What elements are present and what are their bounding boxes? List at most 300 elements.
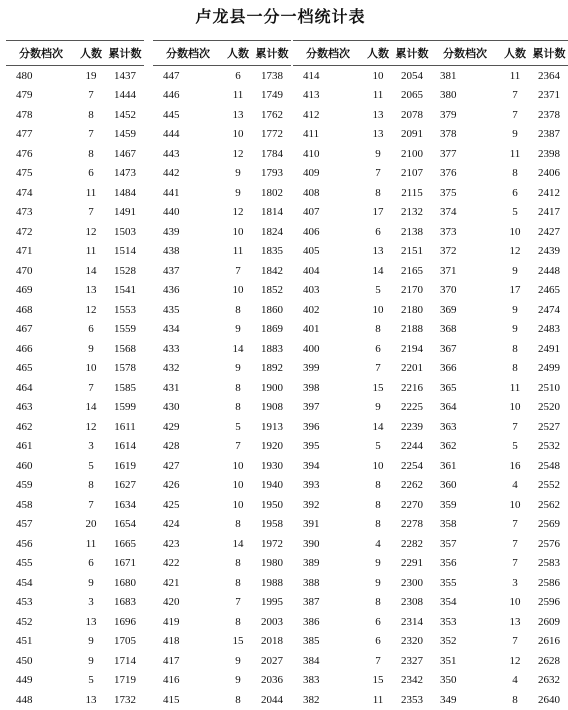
cumulative-cell: 2532 (538, 440, 560, 453)
score-tables (0, 40, 566, 706)
count-cell: 8 (375, 596, 381, 609)
score-cell: 475 (16, 167, 33, 180)
table-row (430, 398, 568, 418)
count-cell: 10 (372, 459, 384, 472)
cumulative-cell: 1627 (114, 479, 136, 492)
count-cell: 12 (85, 225, 97, 238)
score-cell: 466 (16, 342, 33, 355)
score-cell: 439 (163, 225, 180, 238)
cumulative-cell: 1459 (114, 128, 136, 141)
count-cell: 9 (88, 635, 94, 648)
table-row (430, 320, 568, 340)
table-row (6, 222, 144, 242)
score-cell: 420 (163, 596, 180, 609)
table-row (153, 86, 291, 106)
count-cell: 11 (372, 89, 384, 102)
cumulative-cell: 2054 (401, 69, 423, 82)
count-cell: 11 (85, 537, 97, 550)
count-cell: 8 (88, 479, 94, 492)
score-cell: 355 (440, 576, 457, 589)
table-row (293, 378, 431, 398)
table-row (6, 593, 144, 613)
table-row (293, 398, 431, 418)
score-cell: 382 (303, 693, 320, 706)
cumulative-cell: 1585 (114, 381, 136, 394)
count-cell: 6 (375, 342, 381, 355)
score-cell: 409 (303, 167, 320, 180)
score-cell: 460 (16, 459, 33, 472)
table-row (6, 359, 144, 379)
score-cell: 426 (163, 479, 180, 492)
score-cell: 458 (16, 498, 33, 511)
table-row (6, 671, 144, 691)
cumulative-cell: 1619 (114, 459, 136, 472)
header-cumulative: 累计数 (106, 41, 144, 66)
table-row (430, 417, 568, 437)
cumulative-cell: 2465 (538, 284, 560, 297)
table-row (293, 164, 431, 184)
cumulative-cell: 1814 (261, 206, 283, 219)
table-row (6, 144, 144, 164)
score-cell: 472 (16, 225, 33, 238)
count-cell: 7 (88, 206, 94, 219)
table-row (293, 690, 431, 710)
count-cell: 7 (88, 381, 94, 394)
header-count: 人数 (223, 41, 253, 66)
cumulative-cell: 2044 (261, 693, 283, 706)
count-cell: 19 (85, 69, 97, 82)
cumulative-cell: 2225 (401, 401, 423, 414)
table-row (6, 105, 144, 125)
count-cell: 7 (375, 654, 381, 667)
count-cell: 3 (88, 440, 94, 453)
table-header-row (430, 41, 568, 66)
cumulative-cell: 1824 (261, 225, 283, 238)
score-cell: 473 (16, 206, 33, 219)
cumulative-cell: 2036 (261, 674, 283, 687)
score-cell: 380 (440, 89, 457, 102)
score-cell: 412 (303, 108, 320, 121)
cumulative-cell: 2282 (401, 537, 423, 550)
count-cell: 8 (235, 576, 241, 589)
score-cell: 404 (303, 264, 320, 277)
count-cell: 11 (232, 89, 244, 102)
score-cell: 467 (16, 323, 33, 336)
table-row (153, 144, 291, 164)
score-cell: 452 (16, 615, 33, 628)
score-cell: 401 (303, 323, 320, 336)
table-row (430, 554, 568, 574)
count-cell: 8 (235, 303, 241, 316)
cumulative-cell: 1665 (114, 537, 136, 550)
count-cell: 12 (509, 245, 521, 258)
cumulative-cell: 1541 (114, 284, 136, 297)
table-row (293, 359, 431, 379)
count-cell: 7 (512, 108, 518, 121)
score-cell: 407 (303, 206, 320, 219)
score-cell: 357 (440, 537, 457, 550)
table-row (153, 651, 291, 671)
cumulative-cell: 2027 (261, 654, 283, 667)
score-cell: 350 (440, 674, 457, 687)
score-cell: 479 (16, 89, 33, 102)
cumulative-cell: 1444 (114, 89, 136, 102)
score-cell: 388 (303, 576, 320, 589)
cumulative-cell: 1950 (261, 498, 283, 511)
cumulative-cell: 2596 (538, 596, 560, 609)
table-row (6, 261, 144, 281)
table-row (153, 164, 291, 184)
cumulative-cell: 1738 (261, 69, 283, 82)
table-row (153, 320, 291, 340)
table-row (430, 183, 568, 203)
table-row (293, 612, 431, 632)
table-row (6, 66, 144, 86)
score-cell: 437 (163, 264, 180, 277)
score-cell: 455 (16, 557, 33, 570)
cumulative-cell: 2586 (538, 576, 560, 589)
cumulative-cell: 1732 (114, 693, 136, 706)
score-cell: 449 (16, 674, 33, 687)
table-row (153, 612, 291, 632)
table-row (293, 651, 431, 671)
table-row (6, 534, 144, 554)
cumulative-cell: 2632 (538, 674, 560, 687)
count-cell: 15 (372, 381, 384, 394)
cumulative-cell: 2165 (401, 264, 423, 277)
page-title: 卢龙县一分一档统计表 (195, 7, 366, 26)
score-cell: 445 (163, 108, 180, 121)
count-cell: 8 (235, 615, 241, 628)
cumulative-cell: 1793 (261, 167, 283, 180)
table-row (293, 476, 431, 496)
cumulative-cell: 1714 (114, 654, 136, 667)
score-cell: 451 (16, 635, 33, 648)
cumulative-cell: 1683 (114, 596, 136, 609)
count-cell: 17 (372, 206, 384, 219)
score-cell: 365 (440, 381, 457, 394)
score-cell: 443 (163, 147, 180, 160)
table-row (430, 573, 568, 593)
cumulative-cell: 2327 (401, 654, 423, 667)
table-row (6, 398, 144, 418)
table-row (293, 144, 431, 164)
score-cell: 459 (16, 479, 33, 492)
table-row (6, 203, 144, 223)
cumulative-cell: 1719 (114, 674, 136, 687)
cumulative-cell: 2300 (401, 576, 423, 589)
count-cell: 4 (512, 479, 518, 492)
table-row (430, 359, 568, 379)
score-cell: 463 (16, 401, 33, 414)
count-cell: 10 (509, 596, 521, 609)
table-row (293, 66, 431, 86)
count-cell: 8 (512, 693, 518, 706)
cumulative-cell: 2065 (401, 89, 423, 102)
count-cell: 7 (512, 518, 518, 531)
score-cell: 427 (163, 459, 180, 472)
cumulative-cell: 1749 (261, 89, 283, 102)
table-row (430, 612, 568, 632)
count-cell: 15 (232, 635, 244, 648)
score-cell: 405 (303, 245, 320, 258)
count-cell: 11 (509, 381, 521, 394)
table-row (430, 66, 568, 86)
count-cell: 8 (375, 323, 381, 336)
count-cell: 11 (85, 186, 97, 199)
header-cumulative: 累计数 (393, 41, 431, 66)
table-row (293, 261, 431, 281)
table-row (430, 495, 568, 515)
score-cell: 444 (163, 128, 180, 141)
table-row (153, 359, 291, 379)
cumulative-cell: 1892 (261, 362, 283, 375)
table-row (153, 476, 291, 496)
table-row (153, 690, 291, 710)
cumulative-cell: 1988 (261, 576, 283, 589)
cumulative-cell: 2194 (401, 342, 423, 355)
table-row (293, 300, 431, 320)
score-cell: 476 (16, 147, 33, 160)
table-row (430, 203, 568, 223)
score-cell: 383 (303, 674, 320, 687)
cumulative-cell: 2398 (538, 147, 560, 160)
cumulative-cell: 2107 (401, 167, 423, 180)
score-cell: 375 (440, 186, 457, 199)
score-cell: 366 (440, 362, 457, 375)
cumulative-cell: 2115 (401, 186, 423, 199)
score-cell: 377 (440, 147, 457, 160)
count-cell: 10 (232, 498, 244, 511)
cumulative-cell: 2491 (538, 342, 560, 355)
cumulative-cell: 1437 (114, 69, 136, 82)
count-cell: 11 (232, 245, 244, 258)
table-row (293, 125, 431, 145)
count-cell: 13 (372, 108, 384, 121)
table-header-row (153, 41, 291, 66)
cumulative-cell: 2483 (538, 323, 560, 336)
cumulative-cell: 1772 (261, 128, 283, 141)
count-cell: 14 (232, 342, 244, 355)
count-cell: 9 (512, 323, 518, 336)
count-cell: 8 (375, 479, 381, 492)
table-row (293, 573, 431, 593)
score-cell: 384 (303, 654, 320, 667)
table-row (153, 573, 291, 593)
count-cell: 7 (235, 264, 241, 277)
count-cell: 6 (512, 186, 518, 199)
count-cell: 13 (509, 615, 521, 628)
score-cell: 403 (303, 284, 320, 297)
score-cell: 413 (303, 89, 320, 102)
cumulative-cell: 1860 (261, 303, 283, 316)
count-cell: 5 (512, 206, 518, 219)
table-row (153, 515, 291, 535)
score-cell: 354 (440, 596, 457, 609)
score-cell: 386 (303, 615, 320, 628)
count-cell: 5 (88, 459, 94, 472)
score-cell: 470 (16, 264, 33, 277)
score-cell: 373 (440, 225, 457, 238)
score-cell: 433 (163, 342, 180, 355)
table-row (6, 242, 144, 262)
cumulative-cell: 2548 (538, 459, 560, 472)
count-cell: 9 (375, 147, 381, 160)
count-cell: 8 (235, 381, 241, 394)
cumulative-cell: 2520 (538, 401, 560, 414)
header-score-level: 分数档次 (430, 41, 500, 66)
count-cell: 10 (372, 303, 384, 316)
table-row (430, 86, 568, 106)
count-cell: 10 (509, 498, 521, 511)
table-row (430, 378, 568, 398)
table-row (6, 125, 144, 145)
count-cell: 9 (512, 303, 518, 316)
score-cell: 358 (440, 518, 457, 531)
score-cell: 398 (303, 381, 320, 394)
cumulative-cell: 2378 (538, 108, 560, 121)
table-row (6, 339, 144, 359)
score-table-4 (430, 40, 568, 710)
table-row (293, 242, 431, 262)
count-cell: 11 (509, 69, 521, 82)
table-row (430, 456, 568, 476)
score-cell: 374 (440, 206, 457, 219)
count-cell: 13 (85, 615, 97, 628)
count-cell: 7 (235, 440, 241, 453)
table-row (293, 456, 431, 476)
cumulative-cell: 1503 (114, 225, 136, 238)
score-cell: 349 (440, 693, 457, 706)
score-cell: 434 (163, 323, 180, 336)
table-row (293, 339, 431, 359)
count-cell: 14 (372, 264, 384, 277)
score-cell: 389 (303, 557, 320, 570)
table-row (6, 476, 144, 496)
score-cell: 480 (16, 69, 33, 82)
count-cell: 10 (232, 128, 244, 141)
score-table-1 (6, 40, 144, 710)
count-cell: 7 (375, 362, 381, 375)
table-row (293, 534, 431, 554)
table-row (153, 671, 291, 691)
score-cell: 438 (163, 245, 180, 258)
table-row (153, 534, 291, 554)
cumulative-cell: 2576 (538, 537, 560, 550)
score-cell: 414 (303, 69, 320, 82)
score-cell: 416 (163, 674, 180, 687)
count-cell: 12 (232, 206, 244, 219)
count-cell: 8 (235, 518, 241, 531)
count-cell: 6 (88, 323, 94, 336)
table-row (293, 320, 431, 340)
score-cell: 457 (16, 518, 33, 531)
table-row (6, 378, 144, 398)
table-header-row (6, 41, 144, 66)
cumulative-cell: 2138 (401, 225, 423, 238)
score-cell: 351 (440, 654, 457, 667)
table-row (430, 651, 568, 671)
score-cell: 474 (16, 186, 33, 199)
score-cell: 367 (440, 342, 457, 355)
count-cell: 8 (235, 401, 241, 414)
score-cell: 478 (16, 108, 33, 121)
count-cell: 8 (235, 557, 241, 570)
table-row (293, 593, 431, 613)
cumulative-cell: 2562 (538, 498, 560, 511)
cumulative-cell: 1654 (114, 518, 136, 531)
cumulative-cell: 1705 (114, 635, 136, 648)
cumulative-cell: 1611 (114, 420, 136, 433)
score-cell: 456 (16, 537, 33, 550)
cumulative-cell: 1467 (114, 147, 136, 160)
count-cell: 20 (85, 518, 97, 531)
score-cell: 448 (16, 693, 33, 706)
table-row (430, 125, 568, 145)
table-row (6, 300, 144, 320)
score-cell: 361 (440, 459, 457, 472)
table-row (6, 690, 144, 710)
count-cell: 7 (88, 498, 94, 511)
score-cell: 379 (440, 108, 457, 121)
header-count: 人数 (500, 41, 530, 66)
score-cell: 446 (163, 89, 180, 102)
score-cell: 400 (303, 342, 320, 355)
score-cell: 430 (163, 401, 180, 414)
cumulative-cell: 1452 (114, 108, 136, 121)
score-cell: 363 (440, 420, 457, 433)
cumulative-cell: 1484 (114, 186, 136, 199)
cumulative-cell: 2254 (401, 459, 423, 472)
count-cell: 10 (372, 69, 384, 82)
table-row (430, 105, 568, 125)
count-cell: 10 (509, 225, 521, 238)
count-cell: 8 (88, 108, 94, 121)
cumulative-cell: 1972 (261, 537, 283, 550)
score-cell: 368 (440, 323, 457, 336)
cumulative-cell: 2628 (538, 654, 560, 667)
count-cell: 4 (375, 537, 381, 550)
table-row (6, 515, 144, 535)
table-row (153, 183, 291, 203)
table-row (430, 281, 568, 301)
score-cell: 462 (16, 420, 33, 433)
count-cell: 9 (88, 654, 94, 667)
count-cell: 17 (509, 284, 521, 297)
cumulative-cell: 2448 (538, 264, 560, 277)
count-cell: 12 (232, 147, 244, 160)
count-cell: 10 (85, 362, 97, 375)
score-cell: 432 (163, 362, 180, 375)
table-row (6, 632, 144, 652)
count-cell: 6 (88, 167, 94, 180)
table-row (293, 222, 431, 242)
table-row (6, 651, 144, 671)
cumulative-cell: 2583 (538, 557, 560, 570)
count-cell: 5 (235, 420, 241, 433)
table-row (153, 554, 291, 574)
count-cell: 11 (85, 245, 97, 258)
score-cell: 399 (303, 362, 320, 375)
table-row (293, 417, 431, 437)
cumulative-cell: 2510 (538, 381, 560, 394)
cumulative-cell: 1473 (114, 167, 136, 180)
header-score-level: 分数档次 (6, 41, 76, 66)
score-cell: 418 (163, 635, 180, 648)
count-cell: 8 (375, 498, 381, 511)
count-cell: 5 (375, 440, 381, 453)
score-cell: 453 (16, 596, 33, 609)
